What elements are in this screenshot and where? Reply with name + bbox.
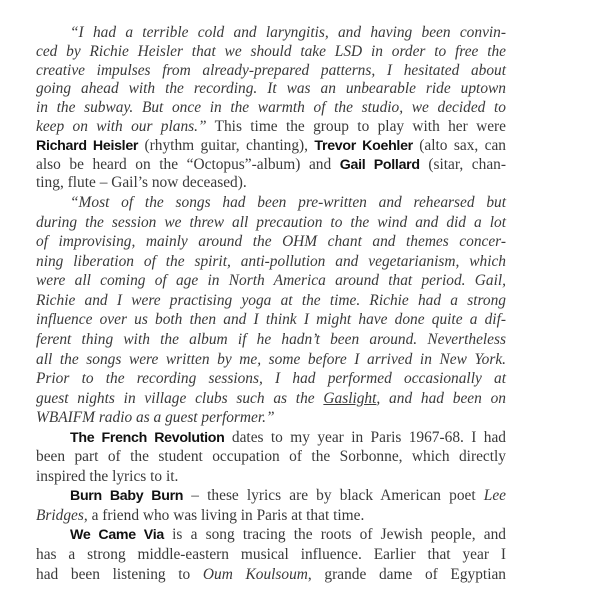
text-segment: Richie and I were practising yoga at the time. Richie had a strong: [36, 291, 506, 309]
text-segment: “I had a terrible cold and laryngitis, and having been convin-: [70, 24, 506, 41]
bold-name: Gail Pollard: [339, 156, 420, 173]
text-line: [36, 350, 506, 370]
text-line: [36, 447, 506, 467]
text-line: [36, 467, 506, 487]
text-segment: (sitar, chan-: [419, 155, 506, 173]
bold-name: Richard Heisler: [36, 137, 139, 154]
text-segment: This time the group to play with her were: [206, 117, 506, 135]
text-segment: also be heard on the “Octopus”-album) and: [36, 155, 340, 173]
text-line: [36, 252, 506, 272]
text-segment: dates to my year in Paris 1967-68. I had: [224, 428, 506, 446]
text-segment: has a strong middle-eastern musical influence. Earlier that year I: [36, 546, 506, 564]
text-line: [36, 486, 506, 506]
text-line: [36, 43, 506, 62]
bold-name: Burn Baby Burn: [70, 488, 184, 505]
text-segment: were all coming of age in North America around that period. Gail,: [36, 272, 506, 290]
text-line: [36, 291, 506, 311]
text-segment: , grande dame of Egyptian: [307, 565, 506, 583]
text-segment: – these lyrics are by black American poet: [183, 487, 484, 505]
text-segment: Lee: [483, 487, 506, 505]
bold-name: We Came Via: [70, 527, 164, 544]
text-line: [36, 118, 506, 137]
text-line: [36, 389, 506, 409]
text-line: [36, 232, 506, 252]
text-segment: Prior to the recording sessions, I had performed occasionally at: [36, 370, 506, 388]
paragraph: [36, 486, 506, 525]
text-line: [36, 193, 506, 213]
text-segment: ced by Richie Heisler that we should take LSD in order to free the: [36, 42, 506, 60]
document-text: [36, 24, 506, 584]
text-segment: ning liberation of the spirit, anti-pollution and vegetarianism, which: [36, 252, 506, 270]
text-segment: WBAIFM radio as a guest performer.”: [36, 409, 275, 427]
text-line: [36, 310, 506, 330]
underlined-text: Gaslight: [323, 389, 377, 407]
text-line: [36, 369, 506, 389]
text-line: [36, 80, 506, 99]
text-segment: Oum Koulsoum: [202, 565, 308, 583]
text-line: [36, 24, 506, 43]
text-segment: “Most of the songs had been pre-written and rehearsed but: [70, 194, 506, 212]
text-segment: , a friend who was living in Paris at that time.: [83, 506, 365, 524]
text-line: [36, 506, 506, 526]
text-line: [36, 330, 506, 350]
bold-name: Trevor Koehler: [314, 137, 413, 154]
text-segment: been part of the student occupation of the Sorbonne, which directly: [36, 448, 506, 466]
text-segment: during the session we threw all precaution to the wind and did a lot: [36, 213, 506, 231]
text-segment: , and had been on: [376, 389, 506, 407]
text-line: [36, 99, 506, 118]
text-line: [36, 156, 506, 175]
text-segment: (alto sax, can: [412, 136, 506, 154]
text-line: [36, 428, 506, 448]
text-line: [36, 174, 506, 193]
text-segment: guest nights in village clubs such as the: [36, 389, 324, 407]
text-segment: keep on with our plans.”: [36, 117, 207, 135]
text-segment: of improvising, mainly around the OHM chant and themes concer-: [36, 233, 506, 251]
text-segment: Bridges: [36, 506, 84, 524]
text-segment: (rhythm guitar, chanting),: [138, 136, 315, 154]
paragraph: [36, 428, 506, 487]
bold-name: The French Revolution: [70, 429, 225, 446]
text-segment: in the subway. But once in the warmth of the studio, we decided to: [36, 99, 506, 117]
text-segment: all the songs were written by me, some before I arrived in New York.: [36, 350, 506, 368]
text-segment: creative impulses from already-prepared patterns, I hesitated about: [36, 61, 506, 79]
text-segment: had been listening to: [36, 565, 203, 583]
text-segment: going ahead with the recording. It was an unbearable ride uptown: [36, 80, 506, 98]
text-segment: inspired the lyrics to it.: [36, 467, 179, 485]
text-segment: influence over us both then and I think I might have done quite a dif-: [36, 311, 506, 329]
text-segment: ting, flute – Gail’s now deceased).: [36, 174, 247, 192]
paragraph: [36, 24, 506, 193]
text-line: [36, 271, 506, 291]
text-segment: ferent thing with the album if he hadn’t been around. Nevertheless: [36, 331, 506, 348]
paragraph: [36, 525, 506, 584]
text-line: [36, 137, 506, 156]
paragraph: [36, 193, 506, 428]
text-line: [36, 62, 506, 81]
text-line: [36, 213, 506, 233]
text-line: [36, 408, 506, 428]
text-line: [36, 545, 506, 565]
text-line: [36, 525, 506, 545]
text-line: [36, 565, 506, 585]
text-segment: is a song tracing the roots of Jewish people, and: [163, 526, 506, 544]
